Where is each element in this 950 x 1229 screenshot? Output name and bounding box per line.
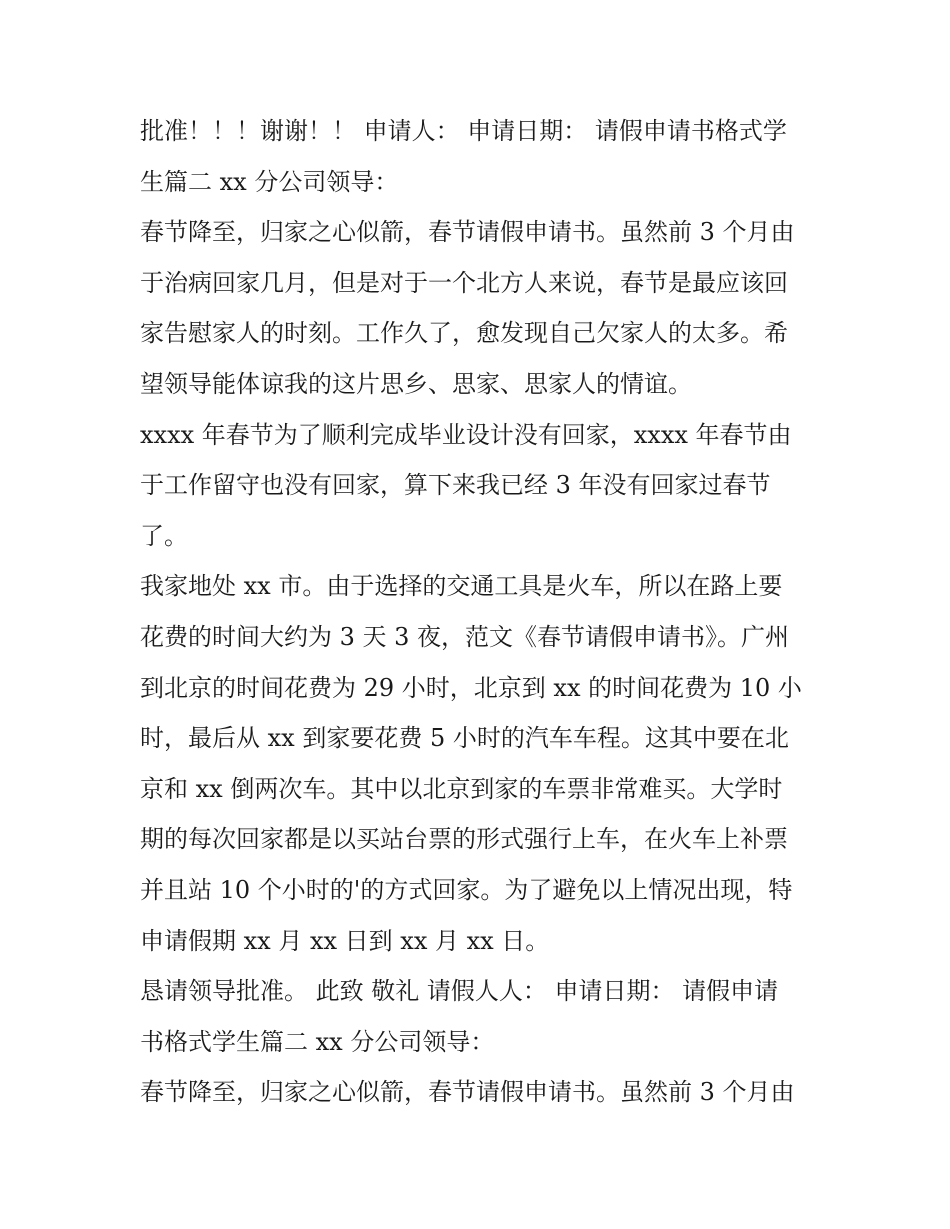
text-line: 望领导能体谅我的这片思乡、思家、思家人的情谊。 (140, 369, 692, 398)
text-line: 春节降至，归家之心似箭，春节请假申请书。虽然前 3 个月由 (140, 218, 795, 247)
text-line: 批准！！！谢谢！！ 申请人： 申请日期： 请假申请书格式学 (140, 117, 787, 145)
text-line: 到北京的时间花费为 29 小时，北京到 xx 的时间花费为 10 小 (140, 673, 802, 702)
text-line: 于工作留守也没有回家，算下来我已经 3 年没有回家过春节 (140, 471, 771, 500)
text-line: 春节降至，归家之心似箭，春节请假申请书。虽然前 3 个月由 (140, 1078, 795, 1107)
text-line: 时，最后从 xx 到家要花费 5 小时的汽车车程。这其中要在北 (140, 724, 789, 753)
text-line: 并且站 10 个小时的'的方式回家。为了避免以上情况出现，特 (140, 875, 793, 904)
text-line: 恳请领导批准。 此致 敬礼 请假人人： 申请日期： 请假申请 (140, 977, 779, 1006)
text-line: 申请假期 xx 月 xx 日到 xx 月 xx 日。 (140, 926, 550, 955)
text-line: 于治病回家几月，但是对于一个北方人来说，春节是最应该回 (140, 268, 788, 297)
text-line: 书格式学生篇二 xx 分公司领导： (140, 1027, 495, 1056)
text-line: 了。 (140, 521, 188, 550)
text-line: 期的每次回家都是以买站台票的形式强行上车，在火车上补票 (140, 825, 788, 854)
document-body (140, 106, 820, 1118)
text-line: xxxx 年春节为了顺利完成毕业设计没有回家，xxxx 年春节由 (140, 420, 792, 449)
text-line: 花费的时间大约为 3 天 3 夜，范文《春节请假申请书》。广州 (140, 622, 790, 651)
text-line: 家告慰家人的时刻。工作久了，愈发现自己欠家人的太多。希 (140, 319, 788, 348)
text-line: 生篇二 xx 分公司领导： (140, 167, 399, 196)
text-line: 京和 xx 倒两次车。其中以北京到家的车票非常难买。大学时 (140, 774, 783, 803)
text-line: 我家地处 xx 市。由于选择的交通工具是火车，所以在路上要 (140, 572, 783, 601)
